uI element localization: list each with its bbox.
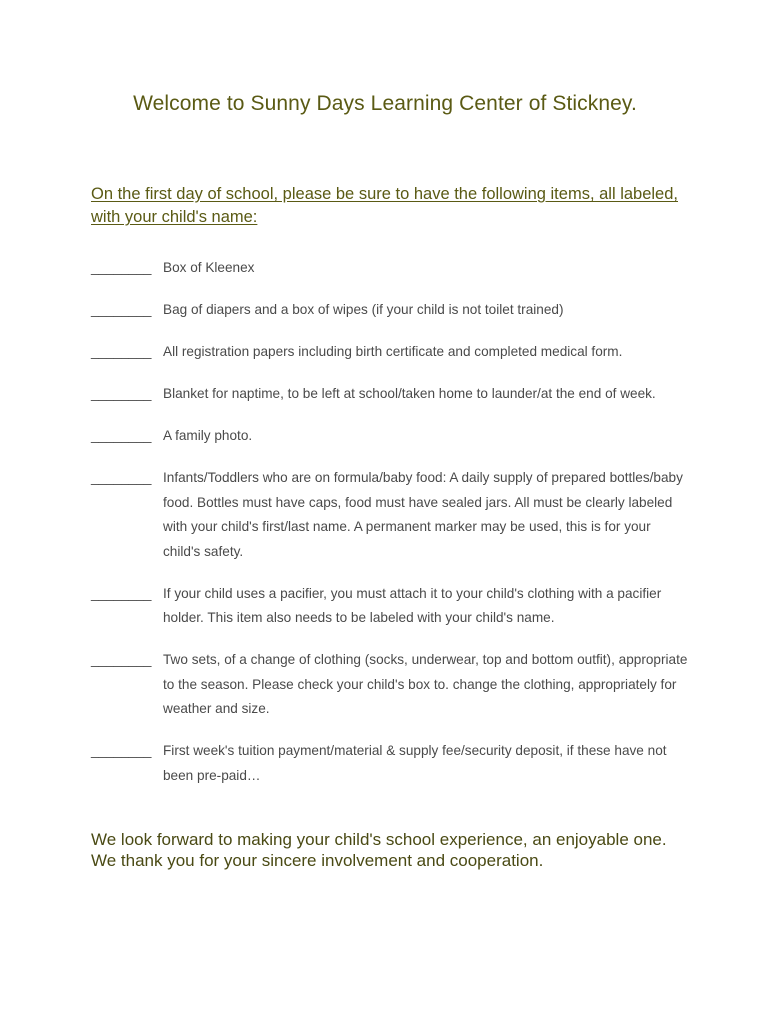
checklist-item-text: A family photo. (163, 428, 253, 443)
checklist-item-text: All registration papers including birth certificate and completed medical form. (163, 344, 623, 359)
checkbox-blank-line: ________ (91, 585, 152, 601)
checklist-item-text: Two sets, of a change of clothing (socks, underwear, top and bottom outfit), appropriate to the season. Please check your child's box to. change the clothing, appropriately for weather and size. (163, 652, 688, 716)
checkbox-blank-line: ________ (91, 302, 152, 317)
checkbox-blank-line: ________ (91, 743, 152, 758)
checkbox-blank-line: ________ (91, 428, 152, 443)
checklist-item-diapers (91, 298, 691, 323)
page-title: Welcome to Sunny Days Learning Center of Stickney. (133, 92, 637, 115)
checkbox-blank-line: ________ (91, 652, 152, 667)
checklist (91, 256, 691, 806)
checklist-item-formula (91, 466, 691, 564)
checklist-item-text: Blanket for naptime, to be left at school/taken home to launder/at the end of week. (163, 386, 656, 401)
checklist-item-blanket (91, 382, 691, 407)
checklist-item-family-photo (91, 424, 691, 449)
checklist-item-kleenex (91, 256, 691, 281)
checklist-item-text: Infants/Toddlers who are on formula/baby food: A daily supply of prepared bottles/baby food. Bottles must have caps, food must have sealed jars. All must be clearly labeled with your child's first/last name. A permanent marker may be used, this is for your child's safety. (163, 470, 683, 559)
checklist-item-text: Bag of diapers and a box of wipes (if your child is not toilet trained) (163, 302, 564, 317)
checklist-item-pacifier (91, 582, 691, 631)
closing-message: We look forward to making your child's school experience, an enjoyable one. We thank you for your sincere involvement and cooperation. (91, 830, 667, 870)
checkbox-blank-line: ________ (91, 386, 152, 401)
checklist-item-text: If your child uses a pacifier, you must attach it to your child's clothing with a pacifier holder. This item also needs to be labeled with your child's name. (163, 585, 662, 625)
checklist-item-tuition (91, 739, 691, 788)
checklist-item-text: Box of Kleenex (163, 260, 255, 275)
checkbox-blank-line: ________ (91, 344, 152, 359)
checkbox-blank-line: ________ (91, 470, 152, 485)
checklist-item-registration (91, 340, 691, 365)
checkbox-blank-line: ________ (91, 260, 152, 275)
checklist-item-text: First week's tuition payment/material & supply fee/security deposit, if these have not been pre-paid… (163, 743, 667, 783)
checklist-item-clothing (91, 648, 691, 722)
intro-instructions: On the first day of school, please be sure to have the following items, all labeled, with your child's name: (91, 185, 678, 226)
